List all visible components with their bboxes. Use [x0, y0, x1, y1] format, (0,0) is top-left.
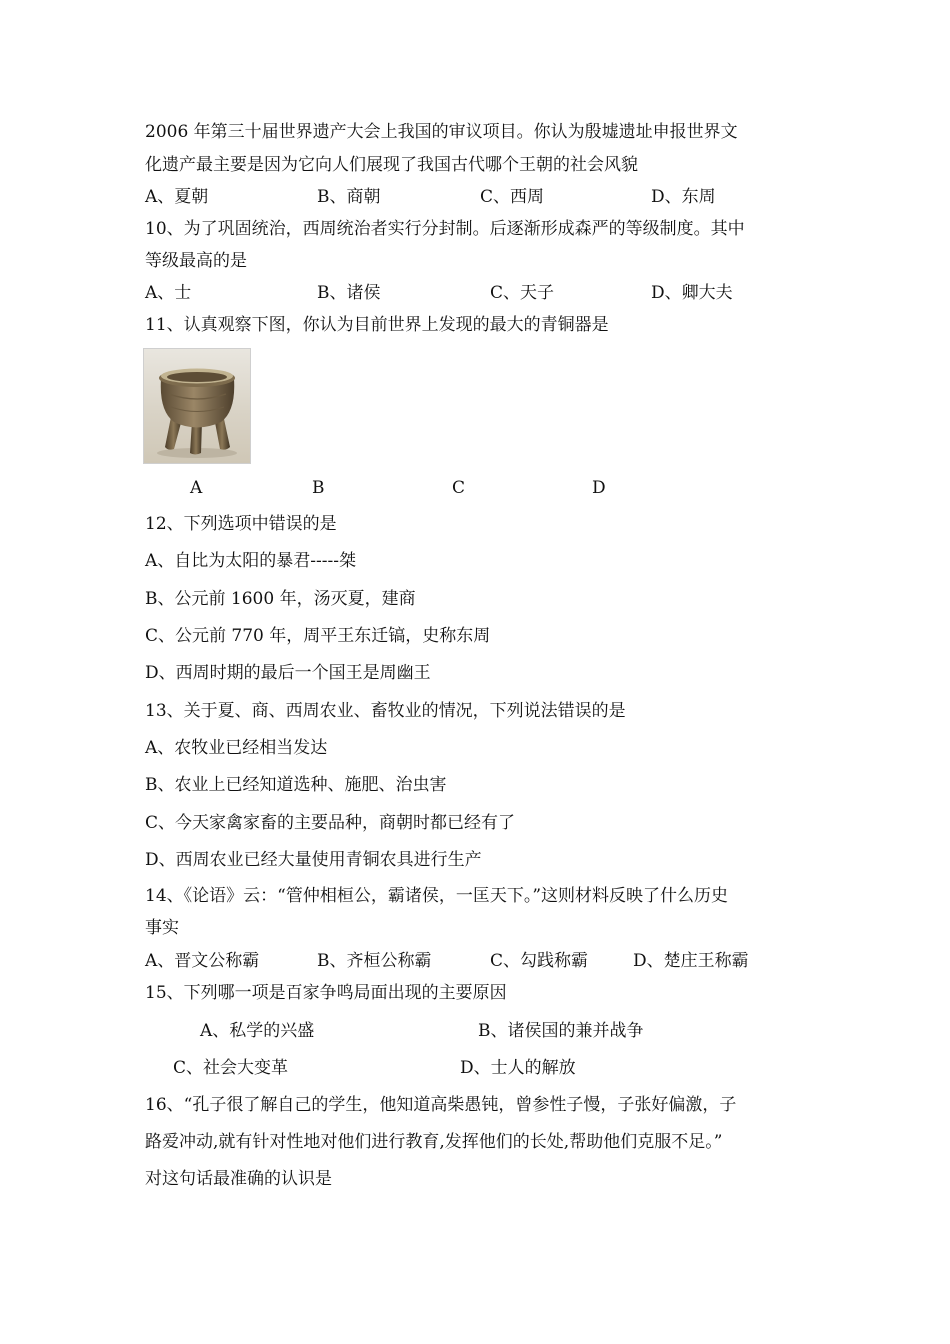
question-15-text: 15、下列哪一项是百家争鸣局面出现的主要原因 — [145, 983, 507, 1003]
bronze-ding-image — [143, 348, 251, 464]
question-10-option-a: A、士 — [145, 283, 192, 303]
question-11-label-d: D — [592, 478, 606, 498]
question-9-line-1: 2006 年第三十届世界遗产大会上我国的审议项目。你认为殷墟遗址申报世界文 — [145, 122, 738, 142]
question-15-option-b: B、诸侯国的兼并战争 — [478, 1021, 644, 1041]
question-11-text: 11、认真观察下图，你认为目前世界上发现的最大的青铜器是 — [145, 315, 609, 335]
question-12-option-c: C、公元前 770 年，周平王东迁镐，史称东周 — [145, 626, 491, 646]
question-13-option-a: A、农牧业已经相当发达 — [145, 738, 328, 758]
question-13-option-b: B、农业上已经知道选种、施肥、治虫害 — [145, 775, 447, 795]
question-13-option-d: D、西周农业已经大量使用青铜农具进行生产 — [145, 850, 482, 870]
question-16-line-2: 路爱冲动,就有针对性地对他们进行教育,发挥他们的长处,帮助他们克服不足。” — [145, 1132, 723, 1152]
question-16-line-3: 对这句话最准确的认识是 — [145, 1169, 332, 1189]
question-9-line-2: 化遗产最主要是因为它向人们展现了我国古代哪个王朝的社会风貌 — [145, 155, 638, 175]
question-14-option-b: B、齐桓公称霸 — [317, 951, 432, 971]
question-12-option-d: D、西周时期的最后一个国王是周幽王 — [145, 663, 431, 683]
question-10-option-b: B、诸侯 — [317, 283, 381, 303]
question-10-line-2: 等级最高的是 — [145, 251, 247, 271]
question-10-line-1: 10、为了巩固统治，西周统治者实行分封制。后逐渐形成森严的等级制度。其中 — [145, 219, 745, 239]
question-12-option-b: B、公元前 1600 年，汤灭夏，建商 — [145, 589, 416, 609]
question-9-option-c: C、西周 — [480, 187, 545, 207]
question-14-line-1: 14、《论语》云：“管仲相桓公，霸诸侯，一匡天下。”这则材料反映了什么历史 — [145, 886, 729, 906]
question-9-option-b: B、商朝 — [317, 187, 381, 207]
question-14-line-2: 事实 — [145, 918, 179, 938]
question-15-option-c: C、社会大变革 — [173, 1058, 289, 1078]
question-9-option-d: D、东周 — [651, 187, 716, 207]
question-11-label-b: B — [312, 478, 325, 498]
question-13-text: 13、关于夏、商、西周农业、畜牧业的情况，下列说法错误的是 — [145, 701, 626, 721]
question-13-option-c: C、今天家禽家畜的主要品种，商朝时都已经有了 — [145, 813, 516, 833]
question-11-label-a: A — [190, 478, 203, 498]
question-10-option-c: C、天子 — [490, 283, 555, 303]
question-11-label-c: C — [452, 478, 466, 498]
question-14-option-d: D、楚庄王称霸 — [633, 951, 749, 971]
question-12-text: 12、下列选项中错误的是 — [145, 514, 337, 534]
question-15-option-d: D、士人的解放 — [460, 1058, 576, 1078]
question-9-option-a: A、夏朝 — [145, 187, 209, 207]
question-12-option-a: A、自比为太阳的暴君-----桀 — [145, 551, 356, 571]
question-15-option-a: A、私学的兴盛 — [200, 1021, 315, 1041]
bronze-ding-icon — [144, 349, 250, 463]
question-14-option-a: A、晋文公称霸 — [145, 951, 260, 971]
question-16-line-1: 16、“孔子很了解自己的学生，他知道高柴愚钝，曾参性子慢，子张好偏激，子 — [145, 1095, 737, 1115]
question-10-option-d: D、卿大夫 — [651, 283, 733, 303]
question-14-option-c: C、勾践称霸 — [490, 951, 589, 971]
